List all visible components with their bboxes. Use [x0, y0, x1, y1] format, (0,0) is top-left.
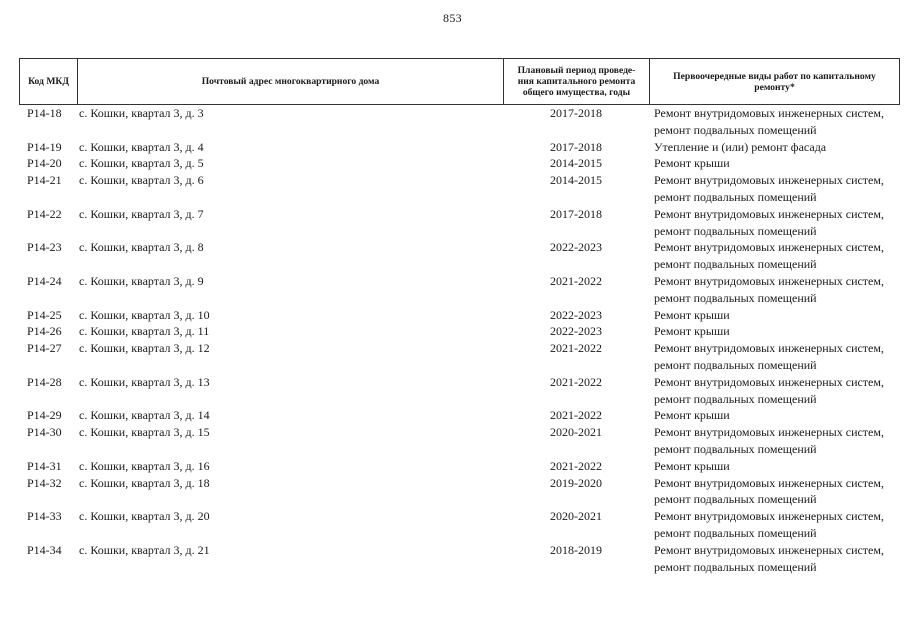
row-address: с. Кошки, квартал 3, д. 13: [79, 374, 210, 389]
row-works: [649, 172, 898, 206]
row-period: 2019-2020: [550, 475, 602, 490]
table-row: [19, 105, 900, 139]
row-period: 2021-2022: [550, 458, 602, 473]
row-period: 2020-2021: [550, 425, 602, 440]
table-row: [19, 139, 900, 156]
works-line: ремонт подвальных помещений: [654, 290, 817, 305]
table-row: [19, 407, 900, 424]
row-period: 2014-2015: [550, 173, 602, 188]
header-address: Почтовый адрес многоквартирного дома: [78, 59, 504, 104]
works-line: Ремонт внутридомовых инженерных систем,: [654, 106, 884, 120]
row-code: Р14-33: [27, 509, 62, 524]
table-row: [19, 475, 900, 509]
row-code: Р14-34: [27, 542, 62, 557]
row-address: с. Кошки, квартал 3, д. 16: [79, 458, 210, 473]
row-works: [649, 407, 898, 424]
works-line: ремонт подвальных помещений: [654, 492, 817, 507]
row-works: [649, 239, 898, 273]
works-line: Ремонт крыши: [654, 408, 730, 423]
row-code: Р14-30: [27, 425, 62, 440]
header-code: Код МКД: [20, 59, 78, 104]
row-code: Р14-27: [27, 341, 62, 356]
header-period: Плановый период проведе- ния капитального ремонта общего имущества, годы: [504, 59, 650, 104]
row-works: [649, 105, 898, 139]
row-period: 2017-2018: [550, 106, 602, 120]
row-address: с. Кошки, квартал 3, д. 18: [79, 475, 210, 490]
row-period: 2014-2015: [550, 156, 602, 171]
row-code: Р14-23: [27, 240, 62, 255]
row-period: 2022-2023: [550, 307, 602, 322]
page-number: 853: [443, 11, 462, 25]
works-line: Ремонт внутридомовых инженерных систем,: [654, 475, 884, 490]
works-line: Ремонт крыши: [654, 324, 730, 339]
row-period: 2017-2018: [550, 206, 602, 221]
row-works: [649, 374, 898, 408]
row-period: 2021-2022: [550, 374, 602, 389]
table-header: [19, 58, 900, 105]
works-line: Ремонт внутридомовых инженерных систем,: [654, 341, 884, 356]
row-works: [649, 475, 898, 509]
row-code: Р14-32: [27, 475, 62, 490]
row-address: с. Кошки, квартал 3, д. 3: [79, 106, 204, 120]
row-works: [649, 323, 898, 340]
works-line: Ремонт внутридомовых инженерных систем,: [654, 206, 884, 221]
row-period: 2021-2022: [550, 341, 602, 356]
table-row: [19, 424, 900, 458]
works-line: ремонт подвальных помещений: [654, 122, 817, 137]
capital-repair-table: [19, 58, 900, 575]
works-line: Ремонт крыши: [654, 156, 730, 171]
table-row: [19, 273, 900, 307]
row-code: Р14-25: [27, 307, 62, 322]
row-address: с. Кошки, квартал 3, д. 12: [79, 341, 210, 356]
table-body: [19, 105, 900, 575]
row-address: с. Кошки, квартал 3, д. 11: [79, 324, 210, 339]
row-code: Р14-20: [27, 156, 62, 171]
row-code: Р14-24: [27, 273, 62, 288]
row-period: 2022-2023: [550, 240, 602, 255]
header-works: Первоочередные виды работ по капитальному ремонту*: [673, 70, 876, 93]
works-line: ремонт подвальных помещений: [654, 257, 817, 272]
row-address: с. Кошки, квартал 3, д. 14: [79, 408, 210, 423]
works-line: Ремонт внутридомовых инженерных систем,: [654, 173, 884, 188]
row-code: Р14-18: [27, 106, 62, 120]
row-period: 2021-2022: [550, 273, 602, 288]
table-row: [19, 239, 900, 273]
works-line: Ремонт внутридомовых инженерных систем,: [654, 542, 884, 557]
row-period: 2017-2018: [550, 139, 602, 154]
row-code: Р14-21: [27, 173, 62, 188]
row-address: с. Кошки, квартал 3, д. 6: [79, 173, 204, 188]
works-line: Ремонт крыши: [654, 458, 730, 473]
row-works: [649, 139, 898, 156]
row-works: [649, 273, 898, 307]
works-line: Ремонт крыши: [654, 307, 730, 322]
row-address: с. Кошки, квартал 3, д. 5: [79, 156, 204, 171]
works-line: Ремонт внутридомовых инженерных систем,: [654, 374, 884, 389]
works-line: Ремонт внутридомовых инженерных систем,: [654, 273, 884, 288]
row-period: 2022-2023: [550, 324, 602, 339]
works-line: ремонт подвальных помещений: [654, 223, 817, 238]
row-code: Р14-28: [27, 374, 62, 389]
table-row: [19, 374, 900, 408]
table-row: [19, 155, 900, 172]
row-period: 2018-2019: [550, 542, 602, 557]
row-address: с. Кошки, квартал 3, д. 21: [79, 542, 210, 557]
row-address: с. Кошки, квартал 3, д. 7: [79, 206, 204, 221]
works-line: Ремонт внутридомовых инженерных систем,: [654, 240, 884, 255]
row-works: [649, 155, 898, 172]
row-address: с. Кошки, квартал 3, д. 9: [79, 273, 204, 288]
works-line: ремонт подвальных помещений: [654, 525, 817, 540]
row-code: Р14-29: [27, 408, 62, 423]
row-code: Р14-22: [27, 206, 62, 221]
row-code: Р14-19: [27, 139, 62, 154]
table-row: [19, 508, 900, 542]
works-line: Утепление и (или) ремонт фасада: [654, 139, 827, 154]
row-works: [649, 206, 898, 240]
table-row: [19, 458, 900, 475]
table-row: [19, 172, 900, 206]
row-works: [649, 424, 898, 458]
works-line: ремонт подвальных помещений: [654, 189, 817, 204]
row-address: с. Кошки, квартал 3, д. 15: [79, 425, 210, 440]
row-address: с. Кошки, квартал 3, д. 8: [79, 240, 204, 255]
table-row: [19, 307, 900, 324]
works-line: Ремонт внутридомовых инженерных систем,: [654, 509, 884, 524]
works-line: ремонт подвальных помещений: [654, 357, 817, 372]
table-row: [19, 340, 900, 374]
works-line: ремонт подвальных помещений: [654, 559, 817, 574]
row-code: Р14-26: [27, 324, 62, 339]
row-period: 2020-2021: [550, 509, 602, 524]
table-row: [19, 206, 900, 240]
works-line: ремонт подвальных помещений: [654, 441, 817, 456]
row-code: Р14-31: [27, 458, 62, 473]
row-period: 2021-2022: [550, 408, 602, 423]
works-line: Ремонт внутридомовых инженерных систем,: [654, 425, 884, 440]
row-address: с. Кошки, квартал 3, д. 4: [79, 139, 204, 154]
table-row: [19, 323, 900, 340]
table-row: [19, 542, 900, 576]
row-works: [649, 340, 898, 374]
row-works: [649, 542, 898, 576]
row-address: с. Кошки, квартал 3, д. 20: [79, 509, 210, 524]
row-works: [649, 458, 898, 475]
row-works: [649, 508, 898, 542]
row-address: с. Кошки, квартал 3, д. 10: [79, 307, 210, 322]
works-line: ремонт подвальных помещений: [654, 391, 817, 406]
row-works: [649, 307, 898, 324]
